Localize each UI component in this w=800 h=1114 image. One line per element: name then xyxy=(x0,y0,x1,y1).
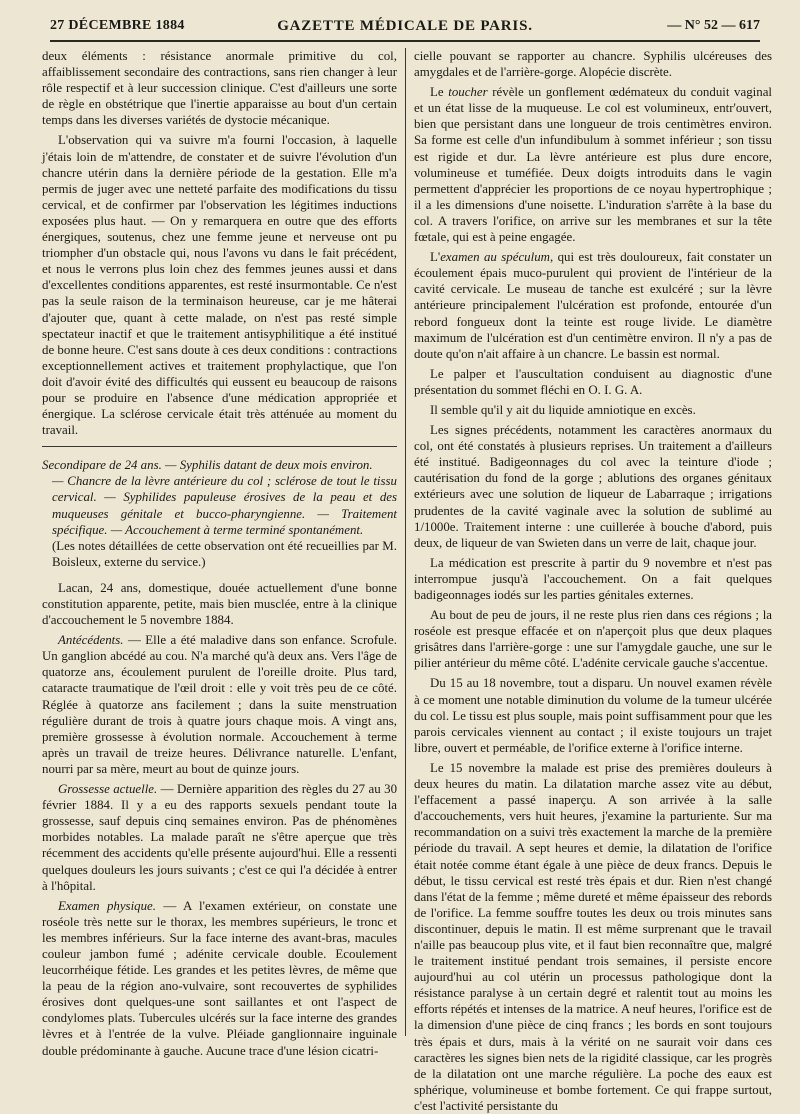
paragraph: Au bout de peu de jours, il ne reste plus rien dans ces régions ; la roséole est presque effacée et on n'aperçoit plus que deux plaques grisâtres dans l'arrière-gorge : une sur l'amygdale gauche, une sur le pilier antérieur du même côté. L'adénite cervicale gauche s'accentue. xyxy=(414,608,772,671)
case-summary: — Chancre de la lèvre antérieure du col ; sclérose de tout le tissu cervical. — Syphilides papuleuse érosives de la peau et des muqueuses génitale et bucco-pharyngienne. — Traitement spécifique. — Accouchement à terme terminé spontanément. xyxy=(52,474,397,537)
column-divider xyxy=(405,48,406,1036)
section-label: examen au spéculum xyxy=(440,250,550,265)
section-text: révèle un gonflement œdémateux du conduit vaginal et un état lisse de la muqueuse. Le col est volumineux, entr'ouvert, bien que persistant dans une longueur de trois centimètres environ. Sa forme est celle d'un infundibulum à sommet inférieur ; son tissu est rigide et dur. La lèvre antérieure est plus dure encore, volumineuse et tuméfiée. Deux doigts introduits dans le vagin permettent d'apprécier les proportions de ce noyau hypertrophique ; il a les dimensions d'une noisette. L'induration s'arrête à la base du col. A travers l'orifice, on arrive sur les membranes et sur la tête fœtale, qui est à peine engagée. xyxy=(414,85,772,245)
journal-title: GAZETTE MÉDICALE DE PARIS. xyxy=(277,18,533,34)
left-column xyxy=(42,48,397,1059)
paragraph xyxy=(42,781,397,894)
paragraph: Les signes précédents, notamment les caractères anormaux du col, ont été constatés à plusieurs reprises. Un traitement a d'ailleurs été institué. Badigeonnages du col avec la teinture d'iode ; cautérisation du fond de la gorge ; ablutions des organes génitaux extérieurs avec une solution de liqueur de Labarraque ; irrigations prudentes de la cavité vaginale avec la solution de sublimé au 1/1000e. Traitement interne : une cuillerée à bouche d'abord, puis deux, de liqueur de van Swieten dans un verre de lait, chaque jour. xyxy=(414,423,772,550)
paragraph: Le 15 novembre la malade est prise des premières douleurs à deux heures du matin. La dilatation marche assez vite au début, l'effacement a passé inaperçu. A son arrivée à la salle d'accouchements, vers huit heures, j'examine la parturiente. Sur ma recommandation on a suivi très exactement la marche de la première période du travail. A sept heures et demie, la dilatation de l'orifice était notée comme étant égale à une pièce de deux francs. Depuis le début, le tissu cervical est resté très épais et dur. Rien n'est changé dans l'état de la femme ; même dureté et même épaisseur des rebords de l'orifice. La femme souffre toutes les deux ou trois minutes sans discontinuer, depuis le matin. Il est même surprenant que le travail n'aille pas beaucoup plus vite, et il faut bien reconnaître que, malgré le traitement institué pendant trois semaines, il persiste encore aujourd'hui au col utérin un processus pathologique dont la résistance paralyse à un certain degré et ralentit tout au moins les efforts répétés et intenses de la matrice. A neuf heures, l'orifice est de la dimension d'une pièce de cinq francs ; les bords en sont toujours très épais et durs, mais à la vérité on ne saurait voir dans ces caractères les signes bien nets de la rigidité classique, car les progrès de la dilatation ont une marche régulière. La poche des eaux est sphérique, volumineuse et bombe fortement. Ce qui frappe surtout, c'est l'activité persistante du xyxy=(414,760,772,1113)
section-text: — Dernière apparition des règles du 27 au 30 février 1884. Il y a eu des rapports sexuels pendant toute la grossesse, sauf depuis cinq semaines environ. Pas de phénomènes morbides notables. La malade paraît ne s'être aperçue que très récemment des accidents qu'elle présente aujourd'hui. Elle a ressenti quelques douleurs les jours suivants ; c'est ce qui l'a décidée à entrer à l'hôpital. xyxy=(42,782,398,893)
paragraph xyxy=(414,84,772,245)
section-text: Le xyxy=(430,85,449,100)
paragraph: La médication est prescrite à partir du 9 novembre et n'est pas interrompue jusqu'à l'accouchement. On a fait quelques badigeonnages iodés sur les parties génitales externes. xyxy=(414,555,772,602)
paragraph xyxy=(414,249,772,362)
paragraph: cielle pouvant se rapporter au chancre. Syphilis ulcéreuses des amygdales et de l'arrière-gorge. Alopécie discrète. xyxy=(414,49,772,80)
right-column xyxy=(414,48,772,1114)
case-note: (Les notes détaillées de cette observation ont été recueillies par M. Boisleux, externe du service.) xyxy=(52,538,397,569)
section-label: Examen physique. xyxy=(58,898,156,913)
section-label: toucher xyxy=(448,85,488,100)
section-text: L' xyxy=(430,250,441,265)
paragraph xyxy=(42,632,397,777)
paragraph xyxy=(42,898,397,1059)
paragraph: Du 15 au 18 novembre, tout a disparu. Un nouvel examen révèle à ce moment une notable diminution du volume de la tumeur ulcérée du col. Le tissu est plus souple, mais point suffisamment pour que les parois cervicales viennent au contact ; il existe toujours un trajet libre, ouvert et perméable, de l'orifice externe à l'orifice interne. xyxy=(414,676,772,755)
section-text: — A l'examen extérieur, on constate une roséole très nette sur le thorax, les membres supérieurs, le tronc et les membres inférieurs. Sur la face interne des avant-bras, macules couleur jambon fumé ; adénite cervicale double. Ecoulement leucorrhéique fétide. Les grandes et les petites lèvres, de même que la peau de la région ano-vulvaire, sont recouvertes de syphilides érosives dont quelques-une sont saillantes et ont l'aspect de condylomes plats. Tubercules ulcérés sur la face interne des grandes lèvres et à l'entrée de la vulve. Pléiade ganglionnaire inguinale double prédominante à gauche. Aucune trace d'une lésion cicatri- xyxy=(42,898,397,1058)
section-label: Antécédents. xyxy=(58,633,124,648)
paragraph: deux éléments : résistance anormale primitive du col, affaiblissement secondaire des contractions, sans rien changer à leur rôle respectif et à leur succession clinique. C'est d'ailleurs une sorte de règle en obstétrique que l'inertie apparaisse au bout d'un certain temps dans les diverses variétés de dystocie mécanique. xyxy=(42,49,397,128)
case-title: Secondipare de 24 ans. — Syphilis datant de deux mois environ. xyxy=(42,458,373,473)
paragraph: Lacan, 24 ans, domestique, douée actuellement d'une bonne constitution apparente, petite, mais bien musclée, entre à la clinique d'accouchement le 5 novembre 1884. xyxy=(42,580,397,628)
issue-and-page-number: — N° 52 — 617 xyxy=(667,18,760,33)
section-rule xyxy=(42,446,397,447)
issue-date: 27 DÉCEMBRE 1884 xyxy=(50,18,185,33)
section-label: Grossesse actuelle. xyxy=(58,782,158,797)
paragraph: L'observation qui va suivre m'a fourni l'occasion, à laquelle j'étais loin de m'attendre, de constater et de suivre l'évolution d'un chancre utérin dans la dernière période de la gestation. Elle m'a permis de juger avec une netteté parfaite des modifications du tissu cervical, et de confirmer par l'observation les légitimes inductions exposées plus haut. — On y remarquera en outre que des efforts énergiques, soutenus, chez une femme jeune et nerveuse ont pu triompher d'un obstacle qui, nous l'avons vu dans le fait précédent, et nous le verrons plus loin chez des femmes jeunes aussi et dans d'excellentes conditions apparentes, est resté insurmontable. Ce n'est pas la seule raison de la terminaison heureuse, car je me hâterai d'ajouter que, quant à cette malade, on n'est pas resté simple spectateur inactif et que le traitement antisyphilitique a été institué de bonne heure. C'est sans doute à ces deux conditions : contractions exceptionnellement actives et traitement prophylactique, que l'on doit d'avoir évité des difficultés qui eussent eu beaucoup de raisons pour se produire en l'absence d'une médication appropriée et énergique. La sclérose cervicale était très atténuée au moment du travail. xyxy=(42,133,397,438)
paragraph: Le palper et l'auscultation conduisent au diagnostic d'une présentation du sommet fléchi en O. I. G. A. xyxy=(414,366,772,397)
section-text: , qui est très douloureux, fait constater un écoulement épais muco-purulent qui provient de l'intérieur de la cavité cervicale. Le museau de tanche est exulcéré ; sur la lèvre antérieure principalement l'ulcération est profonde, entourée d'un rebord fongueux dont la teinte est rouge livide. Le diamètre maximum de l'ulcération est d'un centimètre environ. Il n'y a pas de doute qu'on n'ait affaire à un chancre. Le bassin est normal. xyxy=(414,250,772,361)
page-header xyxy=(50,14,760,42)
section-text: — Elle a été maladive dans son enfance. Scrofule. Un ganglion abcédé au cou. N'a marché qu'à deux ans. Vers l'âge de quatorze ans, écoulement purulent de l'oreille droite. Plus tard, cataracte traumatique de l'œil droit : elle y voit très peu de ce côté. Réglée à quatorze ans facilement ; dans la suite menstruation régulière durant de trois à quatre jours chaque mois. A vingt ans, première grossesse à évolution normale. Accouchement à terme après un travail de treize heures. Délivrance naturelle. L'enfant, nourri par sa mère, meurt au bout de quinze jours. xyxy=(42,633,397,776)
paragraph: Il semble qu'il y ait du liquide amniotique en excès. xyxy=(430,402,696,417)
